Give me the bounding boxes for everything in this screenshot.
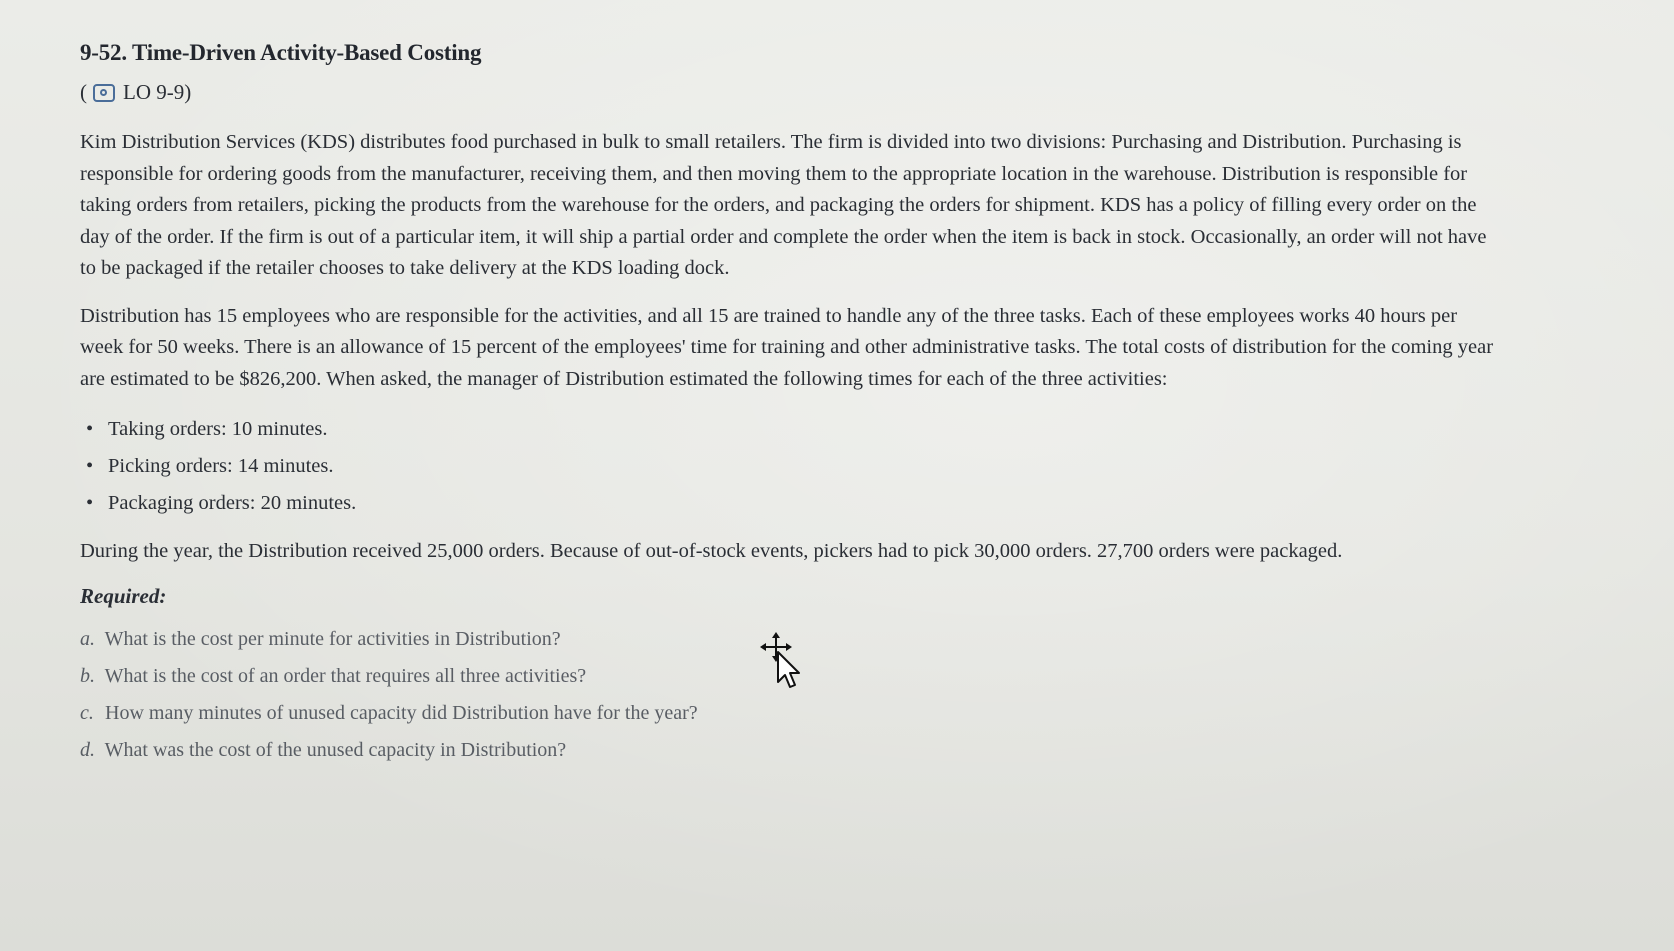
list-item: • Picking orders: 14 minutes. [86, 448, 1500, 485]
list-item: • Taking orders: 10 minutes. [86, 411, 1500, 448]
question-text: How many minutes of unused capacity did Distribution have for the year? [105, 701, 698, 724]
question-letter: a. [80, 627, 95, 650]
orders-paragraph: During the year, the Distribution received 25,000 orders. Because of out-of-stock events, pickers had to pick 30,000 orders. 27,700 orders were packaged. [80, 540, 1343, 562]
question-text: What is the cost per minute for activities in Distribution? [104, 627, 561, 650]
lo-label: LO 9-9) [123, 80, 192, 104]
lo-open-paren: ( [80, 80, 87, 104]
problem-title: 9-52. Time-Driven Activity-Based Costing [80, 40, 482, 65]
learning-objective-link[interactable] [80, 80, 1500, 105]
question-letter: c. [80, 701, 94, 724]
list-item: • Packaging orders: 20 minutes. [86, 485, 1500, 522]
question-letter: b. [80, 664, 95, 687]
question-letter: d. [80, 738, 95, 761]
question-text: What was the cost of the unused capacity in Distribution? [104, 738, 567, 761]
activity-times-list [86, 411, 1500, 522]
required-heading: Required: [80, 583, 167, 608]
question-item [80, 732, 1500, 769]
question-text: What is the cost of an order that requires all three activities? [104, 664, 587, 687]
distribution-paragraph: Distribution has 15 employees who are responsible for the activities, and all 15 are trained to handle any of the three tasks. Each of these employees works 40 hours per week for 50 weeks. There is an allowance of 15 percent of the employees' time for training and other administrative tasks. The total costs of distribution for the coming year are estimated to be $826,200. When asked, the manager of Distribution estimated the following times for each of the three activities: [80, 304, 1494, 390]
learning-objective-icon [93, 84, 115, 102]
question-item [80, 695, 1500, 732]
intro-paragraph: Kim Distribution Services (KDS) distributes food purchased in bulk to small retailers. The firm is divided into two divisions: Purchasing and Distribution. Purchasing is responsible for ordering goods from the manufacturer, receiving them, and then moving them to the appropriate location in the warehouse. Distribution is responsible for taking orders from retailers, picking the products from the warehouse for the orders, and packaging the orders for shipment. KDS has a policy of filling every order on the day of the order. If the firm is out of a particular item, it will ship a partial order and complete the order when the item is back in stock. Occasionally, an order will not have to be packaged if the retailer chooses to take delivery at the KDS loading dock. [80, 131, 1487, 279]
move-cursor-icon [760, 632, 802, 690]
